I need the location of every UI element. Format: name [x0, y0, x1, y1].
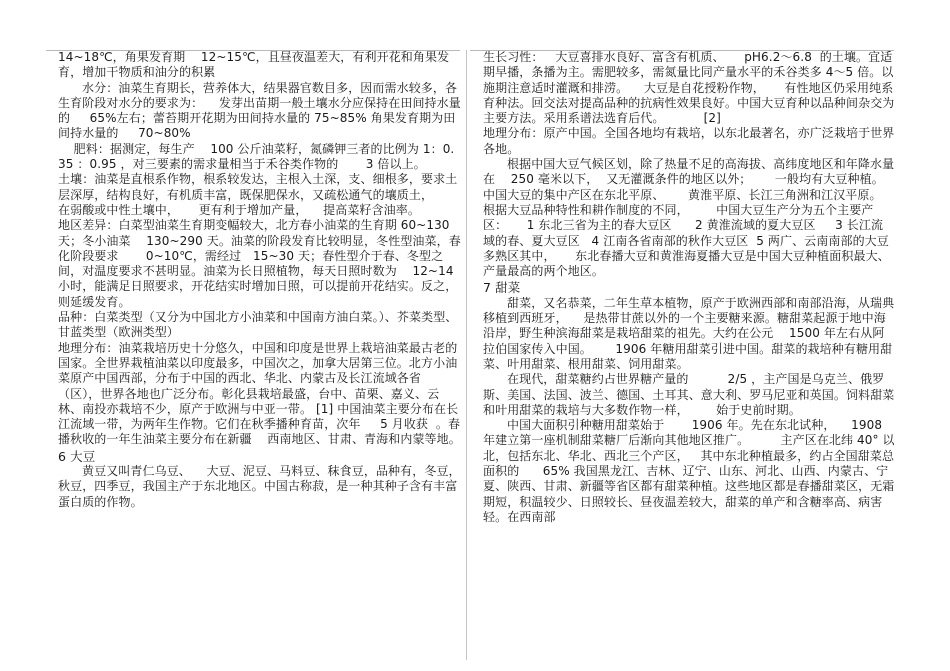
- left-para-1: 14~18℃，角果发育期 12~15℃，且昼夜温差大，有利开花和角果发育，增加干物质和油分的积累: [58, 50, 450, 80]
- left-column: [58, 50, 462, 510]
- section-heading-soybean: 6 大豆: [58, 448, 96, 464]
- right-para-growth-habit: 生长习性： 大豆喜排水良好、富含有机质、 pH6.2～6.8 的土壤。宜适期早播，条播为主。需肥较多，需氮量比同产量水平的禾谷类多 4～5 倍。以施期注意适时灌溉和排涝。 大豆是自花授粉作物， 有性地区仍采用纯系育种法。回交法对提高品种的抗病性效果良好。中国大豆育种以品种间杂交为主要方法。采用系谱法选育后代。 [2]: [483, 50, 895, 126]
- left-para-distribution: 地理分布：油菜栽培历史十分悠久，中国和印度是世界上栽培油菜最古老的国家。全世界栽植油菜以印度最多，中国次之，加拿大居第三位。北方小油菜原产中国西部，分布于中国的西北、华北、内蒙古及长江流域各省（区），世界各地也广泛分布。彰化县栽培最盛，台中、苗栗、嘉义、云林、南投亦栽培不少，原产于欧洲与中亚一带。 [1] 中国油菜主要分布在长江流域一带，为两年生作物。它们在秋季播种育苗，次年 5 月收获 。春播秋收的一年生油菜主要分布在新疆 西南地区、甘肃、青海和内蒙等地。: [58, 340, 461, 447]
- right-para-distribution: 地理分布：原产中国。全国各地均有栽培，以东北最著名，亦广泛栽培于世界各地。: [483, 126, 895, 156]
- left-para-varieties: 品种：白菜类型（又分为中国北方小油菜和中国南方油白菜。）、芥菜类型、甘蓝类型（欧洲类型）: [58, 310, 458, 340]
- right-column: [483, 50, 922, 525]
- left-para-soil: 土壤：油菜是直根系作物，根系较发达，主根入土深，支、细根多，要求土层深厚，结构良好，有机质丰富，既保肥保水，又疏松通气的壤质土， 在弱酸或中性土壤中， 更有利于增加产量， 提高菜籽含油率。: [58, 172, 458, 217]
- left-para-fertilizer: 肥料：据测定，每生产 100 公斤油菜籽，氮磷钾三者的比例为 1：0.35 ：0.95 ，对三要素的需求量相当于禾谷类作物的 3 倍以上。: [58, 141, 455, 172]
- column-divider: [466, 50, 467, 660]
- right-para-beet-modern: 在现代，甜菜糖约占世界糖产量的 2/5 ，主产国是乌克兰、俄罗斯、美国、法国、波兰、德国、土耳其、意大利、罗马尼亚和英国。饲料甜菜和叶用甜菜的栽培与大多数作物一样， 始于史前时期。: [483, 372, 895, 417]
- right-para-production-regions: 根据中国大豆气候区划，除了热量不足的高海拔、高纬度地区和年降水量在 250 毫米以下， 又无灌溉条件的地区以外； 一般均有大豆种植。 中国大豆的集中产区在东北平原、 黄淮平原、长江三角洲和江汉平原。 根据大豆品种特性和耕作制度的不同， 中国大豆生产分为五个主要产区： 1 东北三省为主的春大豆区 2 黄淮流域的夏大豆区 3 长江流域的春、夏大豆区 4 江南各省南部的秋作大豆区 5 两广、云南南部的大豆多熟区其中， 东北春播大豆和黄淮海夏播大豆是中国大豆种植面积最大、 产量最高的两个地区。: [483, 157, 922, 279]
- left-para-region: 地区差异：白菜型油菜生育期变幅较大，北方春小油菜的生育期 60~130 天；冬小油菜 130~290 天。油菜的阶段发育比较明显，冬性型油菜，春化阶段要求 0~10℃，需经过 15~30 天；春性型介于春、冬型之间，对温度要求不甚明显。油菜为长日照植物，每天日照时数为 12~14 小时，能满足日照要求，开花结实时增加日照，可以提前开花结实。反之，则延缓发育。: [58, 218, 461, 309]
- right-para-beet-china: 中国大面积引种糖用甜菜始于 1906 年。先在东北试种， 1908 年建立第一座机制甜菜糖厂后渐向其他地区推广。 主产区在北纬 40° 以北，包括东北、华北、西北三个产区， 其中东北种植最多，约占全国甜菜总面积的 65% 我国黑龙江、吉林、辽宁、山东、河北、山西、内蒙古、宁夏、陕西、甘肃、新疆等省区都有甜菜种植。这些地区都是春播甜菜区，无霜期短，积温较少、日照较长、昼夜温差较大，甜菜的单产和含糖率高、病害轻。在西南部: [483, 418, 895, 524]
- left-para-water: 水分：油菜生育期长，营养体大，结果器官数目多，因而需水较多，各生育阶段对水分的要求为： 发芽出苗期一般土壤水分应保持在田间持水量的 65%左右；蕾苔期开花期为田间持水量的 75~85% 角果发育期为田间持水量的 70~80%: [58, 80, 461, 141]
- left-para-soybean-intro: 黄豆又叫青仁乌豆、 大豆、泥豆、马料豆、秣食豆，品种有，冬豆，秋豆，四季豆，我国主产于东北地区。中国古称菽，是一种其种子含有丰富蛋白质的作物。: [58, 464, 461, 509]
- right-para-beet-intro: 甜菜，又名恭菜，二年生草本植物，原产于欧洲西部和南部沿海，从瑞典移植到西班牙， 是热带甘蔗以外的一个主要糖来源。糖甜菜起源于地中海沿岸，野生种滨海甜菜是栽培甜菜的祖先。大约在公元 1500 年左右从阿拉伯国家传入中国。 1906 年糖用甜菜引进中国。甜菜的栽培种有糖用甜菜、叶用甜菜、根用甜菜、饲用甜菜。: [483, 295, 895, 371]
- section-heading-beet: 7 甜菜: [483, 280, 521, 296]
